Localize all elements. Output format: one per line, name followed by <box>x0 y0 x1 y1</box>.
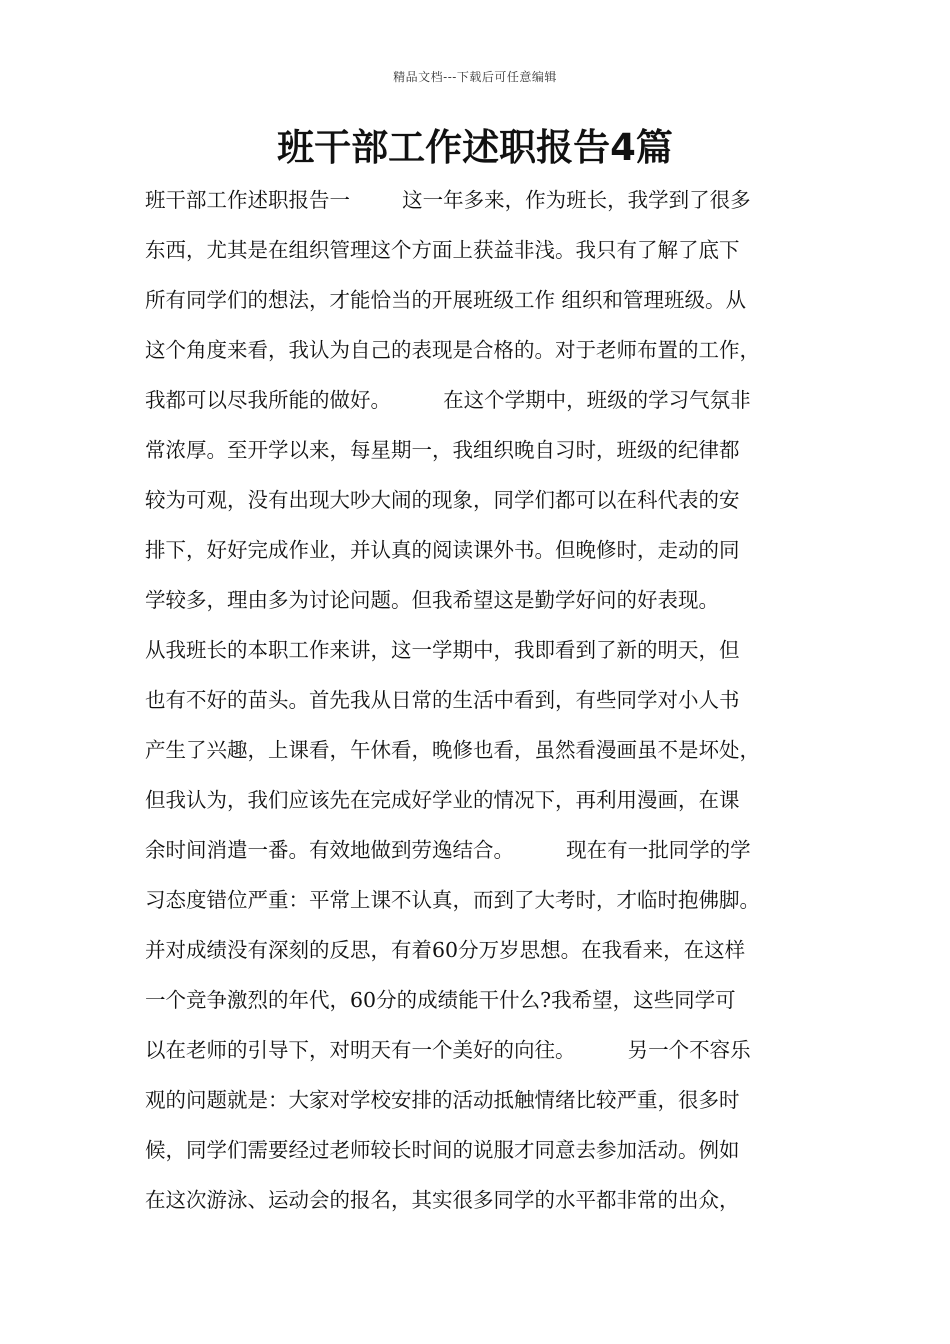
body-line-9: 学较多，理由多为讨论问题。但我希望这是勤学好问的好表现。 <box>145 588 719 612</box>
body-line-15: 习态度错位严重：平常上课不认真，而到了大考时，才临时抱佛脚。 <box>145 888 760 912</box>
body-line-12: 产生了兴趣，上课看，午休看，晚修也看，虽然看漫画虽不是坏处， <box>145 738 760 762</box>
body-line-21: 在这次游泳、运动会的报名，其实很多同学的水平都非常的出众， <box>145 1188 740 1212</box>
header-note: 精品文档---下载后可任意编辑 <box>393 70 557 84</box>
document-body <box>145 180 825 1230</box>
body-line-11: 也有不好的苗头。首先我从日常的生活中看到，有些同学对小人书 <box>145 688 740 712</box>
body-line-6: 常浓厚。至开学以来，每星期一，我组织晚自习时，班级的纪律都 <box>145 438 740 462</box>
body-line-14: 余时间消遣一番。有效地做到劳逸结合。 现在有一批同学的学 <box>145 838 751 862</box>
body-line-17: 一个竞争激烈的年代，60分的成绩能干什么?我希望，这些同学可 <box>145 988 736 1012</box>
body-line-18: 以在老师的引导下，对明天有一个美好的向往。 另一个不容乐 <box>145 1038 751 1062</box>
body-line-4: 这个角度来看，我认为自己的表现是合格的。对于老师布置的工作， <box>145 338 760 362</box>
body-line-2: 东西，尤其是在组织管理这个方面上获益非浅。我只有了解了底下 <box>145 238 740 262</box>
body-line-10: 从我班长的本职工作来讲，这一学期中，我即看到了新的明天，但 <box>145 638 740 662</box>
body-line-16: 并对成绩没有深刻的反思，有着60分万岁思想。在我看来，在这样 <box>145 938 746 962</box>
body-line-20: 候，同学们需要经过老师较长时间的说服才同意去参加活动。例如 <box>145 1138 740 1162</box>
body-line-13: 但我认为，我们应该先在完成好学业的情况下，再利用漫画，在课 <box>145 788 740 812</box>
body-line-1: 班干部工作述职报告一 这一年多来，作为班长，我学到了很多 <box>145 188 751 212</box>
body-line-7: 较为可观，没有出现大吵大闹的现象，同学们都可以在科代表的安 <box>145 488 740 512</box>
body-line-5: 我都可以尽我所能的做好。 在这个学期中，班级的学习气氛非 <box>145 388 751 412</box>
body-line-19: 观的问题就是：大家对学校安排的活动抵触情绪比较严重，很多时 <box>145 1088 740 1112</box>
body-line-3: 所有同学们的想法，才能恰当的开展班级工作 组织和管理班级。从 <box>145 288 747 312</box>
body-line-8: 排下，好好完成作业，并认真的阅读课外书。但晚修时，走动的同 <box>145 538 740 562</box>
document-title: 班干部工作述职报告4篇 <box>277 126 673 169</box>
